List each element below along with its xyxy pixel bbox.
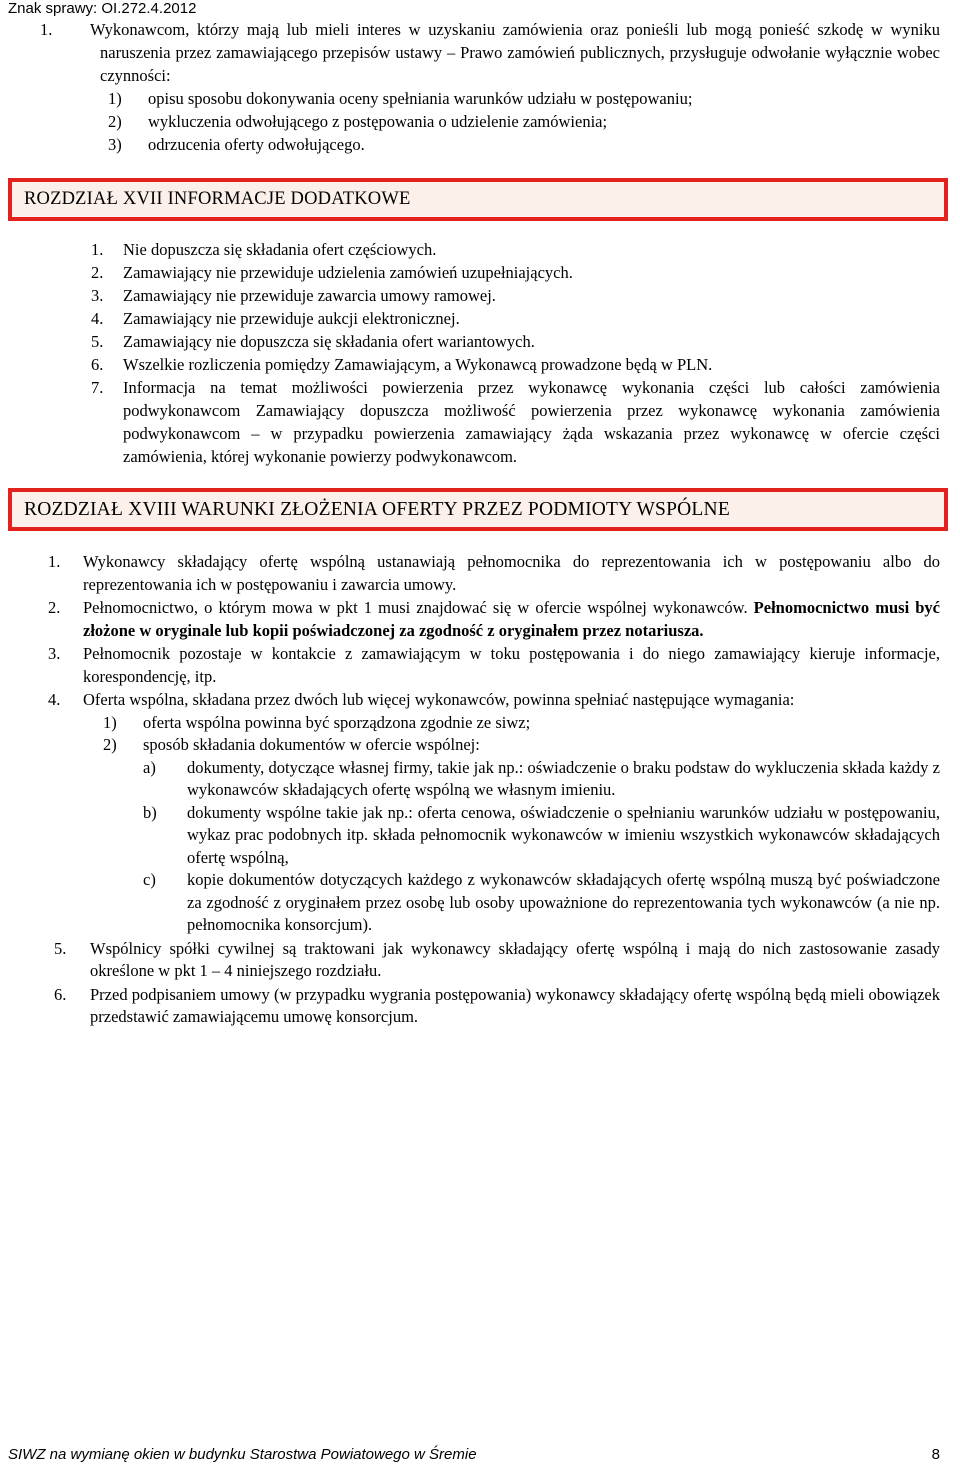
- list-item-text: Wspólnicy spółki cywilnej są traktowani jak wykonawcy składający ofertę wspólną i mają do nich zastosowanie zasady określone w pkt 1 – 4 niniejszego rozdziału.: [90, 938, 940, 980]
- page-number: 8: [931, 1446, 940, 1463]
- requirement-text: oferta wspólna powinna być sporządzona zgodnie ze siwz;: [143, 712, 531, 732]
- list-item-number: 6.: [91, 355, 104, 374]
- appeal-list: [108, 87, 940, 156]
- requirements-list: [103, 712, 940, 937]
- appeal-item: [108, 133, 940, 156]
- list-item: [8, 984, 940, 1029]
- appeal-item: [108, 110, 940, 133]
- requirement-text: sposób składania dokumentów w ofercie wspólnej:: [143, 735, 480, 754]
- footer-title: SIWZ na wymianę okien w budynku Starostwa Powiatowego w Śremie: [8, 1446, 477, 1463]
- list-item: [8, 689, 940, 937]
- document-item: [143, 757, 940, 802]
- appeal-text: Wykonawcom, którzy mają lub mieli interes w uzyskaniu zamówienia oraz ponieśli lub mogą ponieść szkodę w wyniku naruszenia przez zamawiającego przepisów ustawy – Prawo zamówień publicznych, przysługuje odwołanie wyłącznie wobec czynności:: [90, 20, 940, 85]
- joint-offer-list: [8, 551, 940, 1030]
- list-item: [8, 376, 940, 468]
- list-item-text: Wykonawcy składający ofertę wspólną ustanawiają pełnomocnika do reprezentowania ich w postępowaniu albo do reprezentowania ich w postępowaniu i zawarcia umowy.: [83, 552, 940, 594]
- list-item-number: 4.: [48, 690, 61, 709]
- document-item-label: a): [143, 757, 156, 777]
- list-item: [8, 597, 940, 642]
- appeal-item-text: odrzucenia oferty odwołującego.: [148, 135, 365, 154]
- list-item-text: Przed podpisaniem umowy (w przypadku wygrania postępowania) wykonawcy składający ofertę wspólną będą mieli obowiązek przedstawić zamawiającemu umowę konsorcjum.: [90, 984, 940, 1026]
- list-item-number: 2.: [91, 263, 104, 282]
- list-item: [8, 238, 940, 261]
- case-reference: Znak sprawy: OI.272.4.2012: [8, 0, 197, 17]
- appeal-item-text: opisu sposobu dokonywania oceny spełniania warunków udziału w postępowaniu;: [148, 89, 693, 108]
- list-item-number: 1.: [91, 240, 104, 259]
- requirement-label: 2): [103, 735, 117, 754]
- appeal-item-text: wykluczenia odwołującego z postępowania o udzielenie zamówienia;: [148, 112, 608, 131]
- list-item-text: Nie dopuszcza się składania ofert częściowych.: [123, 240, 437, 259]
- appeal-item-label: 1): [108, 89, 122, 108]
- list-item: [8, 307, 940, 330]
- requirement-item: [103, 712, 940, 735]
- list-item-number: 2.: [48, 598, 61, 617]
- list-item: [8, 551, 940, 596]
- section-heading-xviii: ROZDZIAŁ XVIII WARUNKI ZŁOŻENIA OFERTY PRZEZ PODMIOTY WSPÓLNE: [8, 488, 948, 531]
- additional-info-list: [8, 238, 940, 468]
- list-item: [8, 261, 940, 284]
- list-item-number: 3.: [91, 286, 104, 305]
- list-item-text: Wszelkie rozliczenia pomiędzy Zamawiającym, a Wykonawcą prowadzone będą w PLN.: [123, 355, 713, 374]
- appeal-item-label: 3): [108, 135, 122, 154]
- list-item-text: Zamawiający nie przewiduje zawarcia umowy ramowej.: [123, 286, 496, 305]
- document-item-text: dokumenty, dotyczące własnej firmy, takie jak np.: oświadczenie o braku podstaw do wykluczenia składa każdy z wykonawców składających ofertę wspólną we własnym imieniu.: [187, 757, 940, 799]
- appeal-section: [40, 18, 940, 156]
- document-item-text: dokumenty wspólne takie jak np.: oferta cenowa, oświadczenie o spełnianiu warunków udziału w postępowaniu, wykaz prac podobnych itp. składa pełnomocnik wykonawców w imieniu wszystkich wykonawców składających ofertę wspólną,: [187, 802, 940, 867]
- list-item-number: 4.: [91, 309, 104, 328]
- appeal-item-label: 2): [108, 112, 122, 131]
- document-item-label: c): [143, 870, 156, 889]
- list-item-text: Pełnomocnictwo, o którym mowa w pkt 1 musi znajdować się w ofercie wspólnej wykonawców.: [83, 598, 748, 617]
- document-item: [143, 802, 940, 870]
- notary-requirement-text: Pełnomocnictwo musi być złożone w oryginale lub kopii poświadczonej za zgodność z oryginałem przez notariusza.: [83, 598, 940, 640]
- page-footer: [8, 1446, 940, 1463]
- requirement-label: 1): [103, 712, 117, 732]
- list-item-number: 5.: [91, 332, 104, 351]
- list-item: [8, 353, 940, 376]
- document-item-label: b): [143, 802, 157, 822]
- list-item: [8, 643, 940, 688]
- list-item-number: 3.: [48, 644, 61, 663]
- list-item: [8, 330, 940, 353]
- list-item-number: 5.: [54, 938, 67, 958]
- list-item-text: Oferta wspólna, składana przez dwóch lub więcej wykonawców, powinna spełniać następujące wymagania:: [83, 690, 795, 709]
- requirement-item: [103, 734, 940, 757]
- document-item: [143, 869, 940, 937]
- list-item: [8, 284, 940, 307]
- list-item-number: 7.: [91, 378, 104, 397]
- list-item-text: Zamawiający nie przewiduje aukcji elektronicznej.: [123, 309, 460, 328]
- appeal-number: 1.: [40, 20, 53, 39]
- list-item: [8, 938, 940, 983]
- list-item-text: Zamawiający nie dopuszcza się składania ofert wariantowych.: [123, 332, 535, 351]
- document-item-text: kopie dokumentów dotyczących każdego z wykonawców składających ofertę wspólną muszą być poświadczone za zgodność z oryginałem przez osobę lub osoby upoważnione do reprezentowania tych wykonawców (a nie np. pełnomocnika konsorcjum).: [187, 870, 940, 934]
- list-item-text: Pełnomocnik pozostaje w kontakcie z zamawiającym w toku postępowania i do niego zamawiający kieruje informacje, korespondencję, itp.: [83, 644, 940, 686]
- list-item-number: 1.: [48, 552, 61, 571]
- list-item-text: Informacja na temat możliwości powierzenia przez wykonawcę wykonania części lub całości zamówienia podwykonawcom Zamawiający dopuszcza możliwość powierzenia przez wykonawcę wykonania zamówienia podwykonawcom – w przypadku powierzenia zamawiający żąda wskazania przez wykonawcę w ofercie części zamówienia, której wykonanie powierzy podwykonawcom.: [123, 378, 940, 466]
- section-heading-xvii: ROZDZIAŁ XVII INFORMACJE DODATKOWE: [8, 178, 948, 221]
- list-item-number: 6.: [54, 984, 67, 1004]
- appeal-item: [108, 87, 940, 110]
- list-item-text: Zamawiający nie przewiduje udzielenia zamówień uzupełniających.: [123, 263, 573, 282]
